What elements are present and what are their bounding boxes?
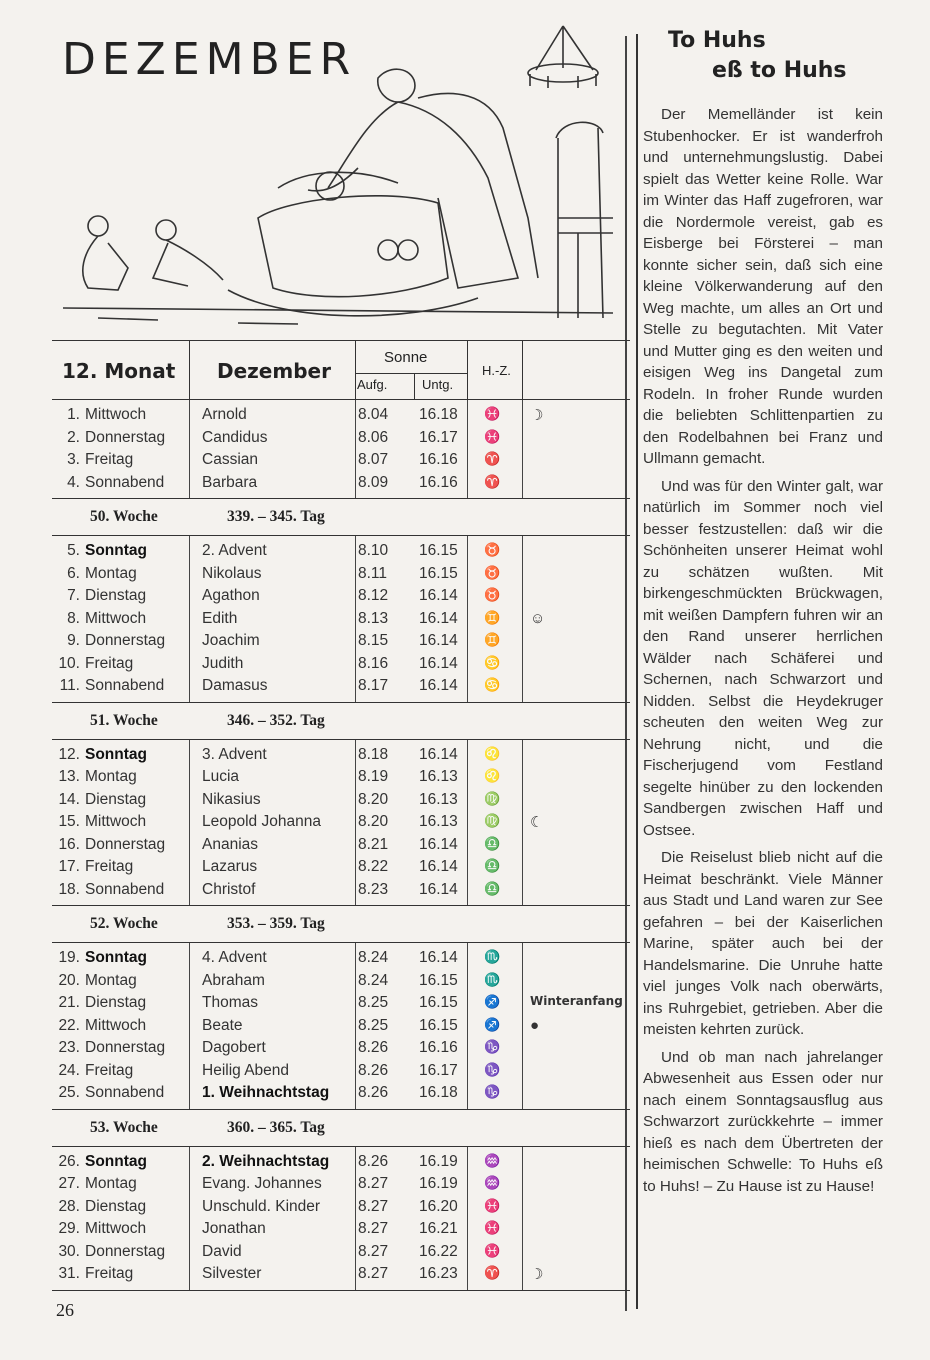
zodiac-icon: ♊	[484, 632, 501, 647]
day-number: 21.	[58, 994, 80, 1011]
saint-name: Joachim	[202, 632, 260, 649]
saint-name: 4. Advent	[202, 949, 267, 966]
moon-phase-icon: ☽	[530, 407, 544, 424]
sunrise: 8.22	[358, 858, 389, 875]
zodiac-icon: ♑	[484, 1039, 501, 1054]
zodiac-icon: ♑	[484, 1061, 501, 1077]
day-number: 31.	[58, 1265, 80, 1282]
saint-name: Damasus	[202, 677, 268, 694]
sunset: 16.14	[419, 835, 458, 853]
zodiac-icon: ♌	[484, 768, 501, 783]
sunset: 16.13	[419, 768, 458, 785]
weekday: Freitag	[85, 451, 134, 468]
zodiac-icon: ♍	[484, 790, 501, 806]
table-row	[52, 1015, 630, 1038]
weekday: Donnerstag	[85, 632, 166, 649]
table-row	[52, 1037, 630, 1060]
weekday: Freitag	[85, 1061, 134, 1079]
sunset: 16.18	[419, 406, 458, 423]
weekday: Dienstag	[85, 587, 147, 604]
table-row	[52, 630, 630, 653]
header-month: 12. Monat	[62, 359, 176, 383]
table-row	[52, 744, 630, 767]
weekday: Sonntag	[85, 949, 147, 966]
zodiac-icon: ♒	[484, 1175, 501, 1190]
article-heading-line2: eß to Huhs	[712, 58, 847, 83]
article-heading-line1: To Huhs	[668, 28, 766, 53]
zodiac-icon: ♒	[484, 1152, 501, 1168]
saint-name: 2. Advent	[202, 542, 267, 559]
day-number: 12.	[58, 745, 80, 763]
weekday: Freitag	[85, 654, 134, 672]
sunset: 16.18	[419, 1084, 458, 1101]
sunset: 16.17	[419, 1061, 458, 1079]
sunset: 16.20	[419, 1197, 458, 1215]
zodiac-icon: ♎	[484, 858, 501, 873]
sunrise: 8.20	[358, 813, 389, 830]
weekday: Mittwoch	[85, 1220, 147, 1237]
sunset: 16.14	[419, 858, 458, 875]
table-row	[52, 653, 630, 676]
article-paragraph: Und was für den Winter galt, war natürlich im Sommer noch viel besser festzustellen: daß wir die Schönheiten unserer Heimat wohl zu schätzen wußten. Mit birkengeschmückten Brückwagen, mit weißen Dampfern fuhren wir an den Rand unserer herrlichen Wälder nach Schäferei und Schernen, nach Schwarzort und Nidden. Selbst die Heydekruger scheuten den weiten Weg zur Nehrung nicht, und die Fischerjugend vom Festland segelte hinüber zu den lockenden Sandbergen zwischen Haff und Ostsee.	[643, 477, 883, 839]
table-row	[52, 856, 630, 879]
table-row	[52, 472, 630, 495]
article-body	[643, 104, 883, 1203]
zodiac-icon: ♓	[484, 1220, 501, 1235]
day-number: 22.	[58, 1016, 80, 1034]
table-row	[52, 992, 630, 1015]
sunrise: 8.27	[358, 1242, 389, 1260]
day-number: 6.	[67, 564, 80, 582]
table-row	[52, 1082, 630, 1105]
sunset: 16.14	[419, 632, 458, 649]
weekday: Dienstag	[85, 790, 147, 808]
weekday: Donnerstag	[85, 428, 166, 446]
sunset: 16.13	[419, 813, 458, 830]
zodiac-icon: ♎	[484, 835, 501, 851]
zodiac-icon: ♓	[484, 1197, 501, 1213]
weekday: Dienstag	[85, 1197, 147, 1215]
weekday: Mittwoch	[85, 813, 147, 830]
sunset: 16.16	[419, 473, 458, 491]
calendar-table	[52, 340, 630, 1291]
sunset: 16.14	[419, 745, 458, 763]
week-header	[52, 1109, 630, 1147]
week-days: 346. – 352. Tag	[227, 711, 325, 729]
saint-name: Thomas	[202, 994, 258, 1011]
header-aufg: Aufg.	[357, 377, 388, 392]
weekday: Sonnabend	[85, 1084, 165, 1101]
zodiac-icon: ♓	[484, 428, 501, 444]
saint-name: Heilig Abend	[202, 1061, 290, 1079]
weekday: Mittwoch	[85, 406, 147, 423]
sunrise: 8.24	[358, 971, 389, 989]
saint-name: Evang. Johannes	[202, 1175, 322, 1192]
zodiac-icon: ♋	[484, 677, 501, 692]
saint-name: Unschuld. Kinder	[202, 1197, 321, 1215]
zodiac-icon: ♈	[484, 451, 501, 466]
moon-phase-icon: ●	[530, 1016, 540, 1034]
zodiac-icon: ♋	[484, 654, 501, 670]
table-row	[52, 1151, 630, 1174]
saint-name: Barbara	[202, 473, 258, 491]
sunrise: 8.26	[358, 1084, 389, 1101]
sunrise: 8.21	[358, 835, 389, 853]
saint-name: 3. Advent	[202, 745, 267, 763]
header-sonne: Sonne	[384, 349, 428, 366]
sunset: 16.23	[419, 1265, 458, 1282]
weekday: Freitag	[85, 858, 134, 875]
table-row	[52, 879, 630, 902]
sunrise: 8.13	[358, 609, 389, 627]
sunrise: 8.17	[358, 677, 389, 694]
sunset: 16.19	[419, 1152, 458, 1170]
sunset: 16.14	[419, 677, 458, 694]
table-row	[52, 449, 630, 472]
sunrise: 8.10	[358, 542, 389, 559]
zodiac-icon: ♐	[484, 1016, 501, 1032]
week-header	[52, 498, 630, 536]
header-name: Dezember	[217, 359, 331, 383]
article-paragraph: Der Memelländer ist kein Stubenhocker. Er ist wanderfroh und unternehmungslustig. Dabei spielt das Wetter keine Rolle. War im Winter das Haff zugefroren, war die Nordermole vereist, gab es Eisberge bei Försterei – man konnte sicher sein, daß sich eine kleine Völkerwanderung auf den Weg machte, um alles an Ort und Stelle zu begutachten. Mit Vater und Mutter ging es den weiten und eisigen Weg ins Dangetal zum Rodeln. In froher Runde wurden die beliebten Schlittenpartien zu den Rodelbahnen bei Franz und Ullmann gemacht.	[643, 106, 883, 467]
sunrise: 8.11	[358, 564, 388, 582]
day-number: 20.	[58, 971, 80, 989]
saint-name: David	[202, 1242, 242, 1260]
table-row	[52, 1196, 630, 1219]
sunrise: 8.16	[358, 654, 389, 672]
table-row	[52, 1060, 630, 1083]
table-row	[52, 970, 630, 993]
sunrise: 8.15	[358, 632, 389, 649]
column-divider	[636, 34, 638, 1309]
sunset: 16.16	[419, 451, 458, 468]
weekday: Montag	[85, 768, 137, 785]
table-row	[52, 789, 630, 812]
sunrise: 8.27	[358, 1197, 389, 1215]
table-row	[52, 1218, 630, 1241]
day-number: 18.	[58, 880, 80, 898]
weekday: Sonntag	[85, 745, 147, 763]
zodiac-icon: ♉	[484, 542, 501, 557]
weekday: Montag	[85, 564, 137, 582]
sunrise: 8.26	[358, 1061, 389, 1079]
sunrise: 8.26	[358, 1039, 389, 1056]
day-number: 28.	[58, 1197, 80, 1215]
sunrise: 8.23	[358, 880, 389, 898]
saint-name: Judith	[202, 654, 244, 672]
saint-name: Beate	[202, 1016, 243, 1034]
winter-start-label: Winteranfang	[530, 994, 623, 1008]
day-number: 17.	[58, 858, 80, 875]
christmas-cradle-illustration	[58, 18, 618, 336]
zodiac-icon: ♑	[484, 1084, 501, 1099]
saint-name: Edith	[202, 609, 238, 627]
sunset: 16.15	[419, 542, 458, 559]
zodiac-icon: ♉	[484, 564, 501, 580]
saint-name: 1. Weihnachtstag	[202, 1084, 330, 1101]
day-number: 3.	[67, 451, 80, 468]
week-days: 360. – 365. Tag	[227, 1118, 325, 1136]
zodiac-icon: ♈	[484, 473, 501, 489]
day-number: 9.	[67, 632, 80, 649]
table-row	[52, 404, 630, 427]
weekday: Freitag	[85, 1265, 134, 1282]
saint-name: Christof	[202, 880, 256, 898]
sunset: 16.16	[419, 1039, 458, 1056]
sunset: 16.17	[419, 428, 458, 446]
day-number: 27.	[58, 1175, 80, 1192]
day-number: 15.	[58, 813, 80, 830]
weekday: Dienstag	[85, 994, 147, 1011]
sunrise: 8.26	[358, 1152, 389, 1170]
saint-name: Leopold Johanna	[202, 813, 321, 830]
header-hz: H.-Z.	[482, 363, 511, 378]
zodiac-icon: ♏	[484, 949, 501, 964]
saint-name: Dagobert	[202, 1039, 266, 1056]
sunrise: 8.04	[358, 406, 389, 423]
sunset: 16.19	[419, 1175, 458, 1192]
day-number: 23.	[58, 1039, 80, 1056]
table-row	[52, 1241, 630, 1264]
sunset: 16.14	[419, 880, 458, 898]
saint-name: Arnold	[202, 406, 247, 423]
table-row	[52, 811, 630, 834]
weekday: Donnerstag	[85, 1039, 166, 1056]
page-number: 26	[56, 1300, 74, 1320]
zodiac-icon: ♉	[484, 587, 501, 602]
saint-name: Nikolaus	[202, 564, 262, 582]
day-number: 26.	[58, 1152, 80, 1170]
day-number: 30.	[58, 1242, 80, 1260]
day-number: 13.	[58, 768, 80, 785]
zodiac-icon: ♈	[484, 1265, 501, 1280]
weekday: Sonnabend	[85, 677, 165, 694]
sunrise: 8.19	[358, 768, 389, 785]
zodiac-icon: ♐	[484, 994, 501, 1009]
article-paragraph: Die Reiselust blieb nicht auf die Heimat beschränkt. Viele Männer aus Stadt und Land waren zur See gefahren – bei der Kaiserlichen Marine, später auch bei der Handelsmarine. Die Unruhe hatte viel junges Volk nach oberwärts, ins Ruhrgebiet, getrieben. Aber die meisten kehrten zurück.	[643, 849, 883, 1038]
moon-phase-icon: ☾	[530, 814, 544, 831]
week-number: 51. Woche	[90, 711, 158, 729]
weekday: Donnerstag	[85, 1242, 166, 1260]
sunset: 16.15	[419, 994, 458, 1011]
day-number: 4.	[67, 473, 80, 491]
header-untg: Untg.	[422, 377, 454, 392]
saint-name: Cassian	[202, 451, 258, 468]
day-number: 2.	[67, 428, 80, 446]
calendar-header	[52, 340, 630, 400]
table-row	[52, 540, 630, 563]
weekday: Montag	[85, 971, 137, 989]
weekday: Sonntag	[85, 1152, 147, 1170]
weekday: Mittwoch	[85, 1016, 147, 1034]
weekday: Sonnabend	[85, 473, 165, 491]
sunrise: 8.07	[358, 451, 389, 468]
zodiac-icon: ♌	[484, 745, 501, 761]
table-row	[52, 563, 630, 586]
saint-name: Agathon	[202, 587, 260, 604]
page-title: DEZEMBER	[62, 34, 357, 85]
sunrise: 8.20	[358, 790, 389, 808]
article-paragraph: Und ob man nach jahrelanger Abwesenheit aus Essen oder nur nach einem Sonntagsausflug aus Schwarzort zurückkehrte – immer hieß es nach dem Übertreten der heimischen Schwelle: To Huhs eß to Huhs! – Zu Hause ist zu Hause!	[643, 1048, 883, 1195]
table-row	[52, 1173, 630, 1196]
moon-phase-icon: ☺	[530, 609, 546, 627]
day-number: 1.	[67, 406, 80, 423]
sunrise: 8.27	[358, 1220, 389, 1237]
sunrise: 8.25	[358, 1016, 389, 1034]
saint-name: Jonathan	[202, 1220, 266, 1237]
zodiac-icon: ♓	[484, 1242, 501, 1258]
sunset: 16.14	[419, 609, 458, 627]
sunrise: 8.25	[358, 994, 389, 1011]
day-number: 29.	[58, 1220, 80, 1237]
day-number: 14.	[58, 790, 80, 808]
weekday: Mittwoch	[85, 609, 147, 627]
sunrise: 8.06	[358, 428, 389, 446]
zodiac-icon: ♎	[484, 880, 501, 896]
week-header	[52, 905, 630, 943]
saint-name: Ananias	[202, 835, 259, 853]
saint-name: Nikasius	[202, 790, 261, 808]
day-number: 25.	[58, 1084, 80, 1101]
table-row	[52, 427, 630, 450]
table-row	[52, 585, 630, 608]
zodiac-icon: ♊	[484, 609, 501, 625]
sunset: 16.13	[419, 790, 458, 808]
week-header	[52, 702, 630, 740]
moon-phase-icon: ☽	[530, 1266, 544, 1283]
zodiac-icon: ♓	[484, 406, 501, 421]
sunset: 16.15	[419, 564, 458, 582]
table-row	[52, 947, 630, 970]
weekday: Donnerstag	[85, 835, 166, 853]
sunrise: 8.12	[358, 587, 389, 604]
sunset: 16.21	[419, 1220, 458, 1237]
day-number: 8.	[67, 609, 80, 627]
day-number: 5.	[67, 542, 80, 559]
sunset: 16.14	[419, 949, 458, 966]
sunrise: 8.27	[358, 1265, 389, 1282]
week-days: 339. – 345. Tag	[227, 508, 325, 525]
day-number: 7.	[67, 587, 80, 604]
table-row	[52, 1263, 630, 1286]
day-number: 10.	[58, 654, 80, 672]
zodiac-icon: ♏	[484, 971, 501, 987]
zodiac-icon: ♍	[484, 813, 501, 828]
sunrise: 8.18	[358, 745, 389, 763]
table-row	[52, 675, 630, 698]
week-number: 53. Woche	[90, 1118, 158, 1136]
day-number: 11.	[59, 677, 80, 694]
weekday: Montag	[85, 1175, 137, 1192]
saint-name: Abraham	[202, 971, 265, 989]
week-days: 353. – 359. Tag	[227, 915, 325, 932]
weekday: Sonntag	[85, 542, 147, 559]
day-number: 16.	[58, 835, 80, 853]
sunrise: 8.27	[358, 1175, 389, 1192]
sunrise: 8.24	[358, 949, 389, 966]
sunset: 16.14	[419, 587, 458, 604]
day-number: 24.	[58, 1061, 80, 1079]
sunset: 16.14	[419, 654, 458, 672]
sunrise: 8.09	[358, 473, 389, 491]
sunset: 16.15	[419, 1016, 458, 1034]
week-number: 52. Woche	[90, 915, 158, 932]
saint-name: Candidus	[202, 428, 268, 446]
weekday: Sonnabend	[85, 880, 165, 898]
day-number: 19.	[58, 949, 80, 966]
week-number: 50. Woche	[90, 508, 158, 525]
saint-name: Lucia	[202, 768, 240, 785]
sunset: 16.15	[419, 971, 458, 989]
sunset: 16.22	[419, 1242, 458, 1260]
table-row	[52, 766, 630, 789]
table-row	[52, 608, 630, 631]
table-row	[52, 834, 630, 857]
saint-name: Lazarus	[202, 858, 258, 875]
saint-name: Silvester	[202, 1265, 262, 1282]
saint-name: 2. Weihnachtstag	[202, 1152, 330, 1170]
